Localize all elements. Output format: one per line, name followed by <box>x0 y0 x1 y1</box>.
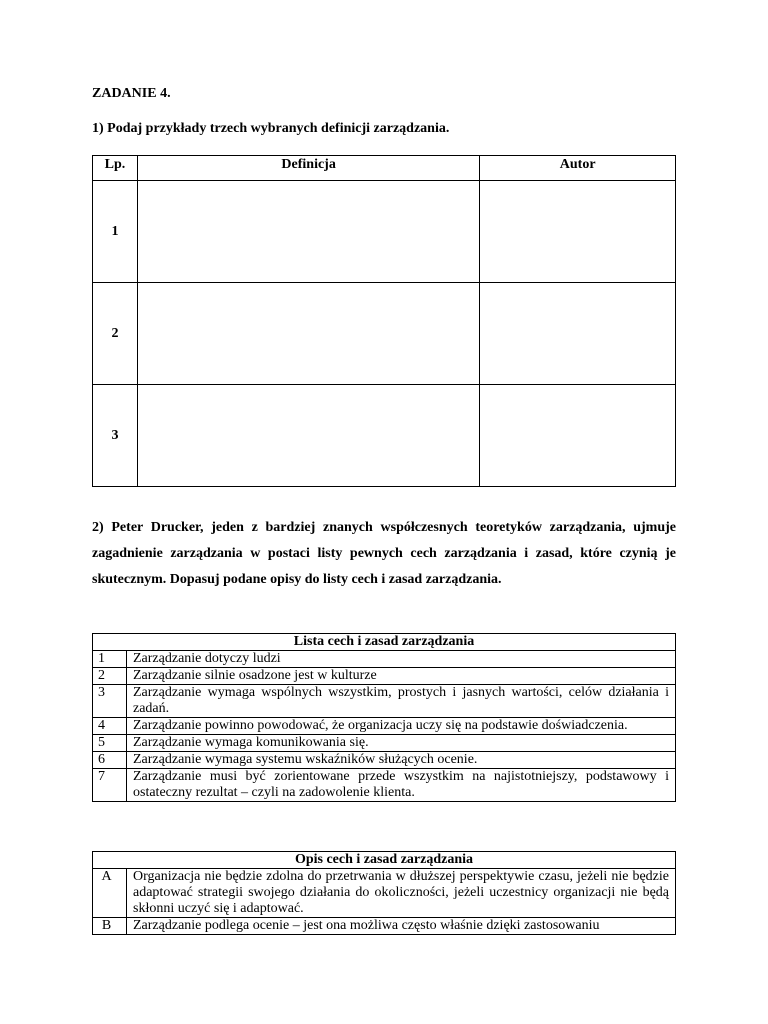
author-cell <box>480 283 676 385</box>
table-row <box>93 869 676 918</box>
table-row <box>93 668 676 685</box>
item-text: Zarządzanie wymaga systemu wskaźników służących ocenie. <box>127 752 676 769</box>
item-number: 5 <box>93 735 127 752</box>
item-text: Zarządzanie wymaga komunikowania się. <box>127 735 676 752</box>
question-2: 2) Peter Drucker, jeden z bardziej znanych współczesnych teoretyków zarządzania, ujmuje zagadnienie zarządzania w postaci listy pewnych cech zarządzania i zasad, które czynią je skutecznym. Dopasuj podane opisy do listy cech i zasad zarządzania. <box>92 520 676 587</box>
table-row <box>93 181 676 283</box>
item-number: 1 <box>93 651 127 668</box>
row-number: 1 <box>93 181 138 283</box>
item-letter: B <box>93 918 127 935</box>
list-header-row <box>93 634 676 651</box>
definitions-header-row <box>93 156 676 181</box>
header-lp: Lp. <box>93 156 138 181</box>
item-number: 2 <box>93 668 127 685</box>
table-row <box>93 651 676 668</box>
table-row <box>93 385 676 487</box>
table-row <box>93 718 676 735</box>
list-header: Lista cech i zasad zarządzania <box>93 634 676 651</box>
item-number: 6 <box>93 752 127 769</box>
table-row <box>93 283 676 385</box>
item-number: 3 <box>93 685 127 718</box>
desc-header-row <box>93 852 676 869</box>
question-1: 1) Podaj przykłady trzech wybranych definicji zarządzania. <box>92 121 450 136</box>
item-text: Organizacja nie będzie zdolna do przetrwania w dłuższej perspektywie czasu, jeżeli nie będzie adaptować strategii swojego działania do okoliczności, jeżeli uczestnicy organizacji nie będą skłonni uczyć się i adaptować. <box>127 869 676 918</box>
table-row <box>93 735 676 752</box>
definition-cell <box>137 181 479 283</box>
definition-cell <box>137 283 479 385</box>
item-text: Zarządzanie musi być zorientowane przede wszystkim na najistotniejszy, podstawowy i ostateczny rezultat – czyli na zadowolenie klienta. <box>127 769 676 802</box>
item-text <box>127 918 676 935</box>
item-text: Zarządzanie powinno powodować, że organizacja uczy się na podstawie doświadczenia. <box>127 718 676 735</box>
header-definicja: Definicja <box>137 156 479 181</box>
table-row <box>93 685 676 718</box>
item-text: Zarządzanie wymaga wspólnych wszystkim, prostych i jasnych wartości, celów działania i zadań. <box>127 685 676 718</box>
table-row <box>93 752 676 769</box>
item-number: 7 <box>93 769 127 802</box>
table-row <box>93 769 676 802</box>
item-text: Zarządzanie silnie osadzone jest w kulturze <box>127 668 676 685</box>
definition-cell <box>137 385 479 487</box>
features-list-table <box>92 633 676 802</box>
author-cell <box>480 385 676 487</box>
definitions-table <box>92 155 676 487</box>
table-row <box>93 918 676 935</box>
item-text-clipped: Zarządzanie podlega ocenie – jest ona możliwa często właśnie dzięki zastosowaniu <box>133 918 600 933</box>
desc-header: Opis cech i zasad zarządzania <box>93 852 676 869</box>
author-cell <box>480 181 676 283</box>
item-number: 4 <box>93 718 127 735</box>
descriptions-table <box>92 851 676 935</box>
header-autor: Autor <box>480 156 676 181</box>
row-number: 3 <box>93 385 138 487</box>
item-text: Zarządzanie dotyczy ludzi <box>127 651 676 668</box>
item-letter: A <box>93 869 127 918</box>
task-title: ZADANIE 4. <box>92 86 171 101</box>
row-number: 2 <box>93 283 138 385</box>
